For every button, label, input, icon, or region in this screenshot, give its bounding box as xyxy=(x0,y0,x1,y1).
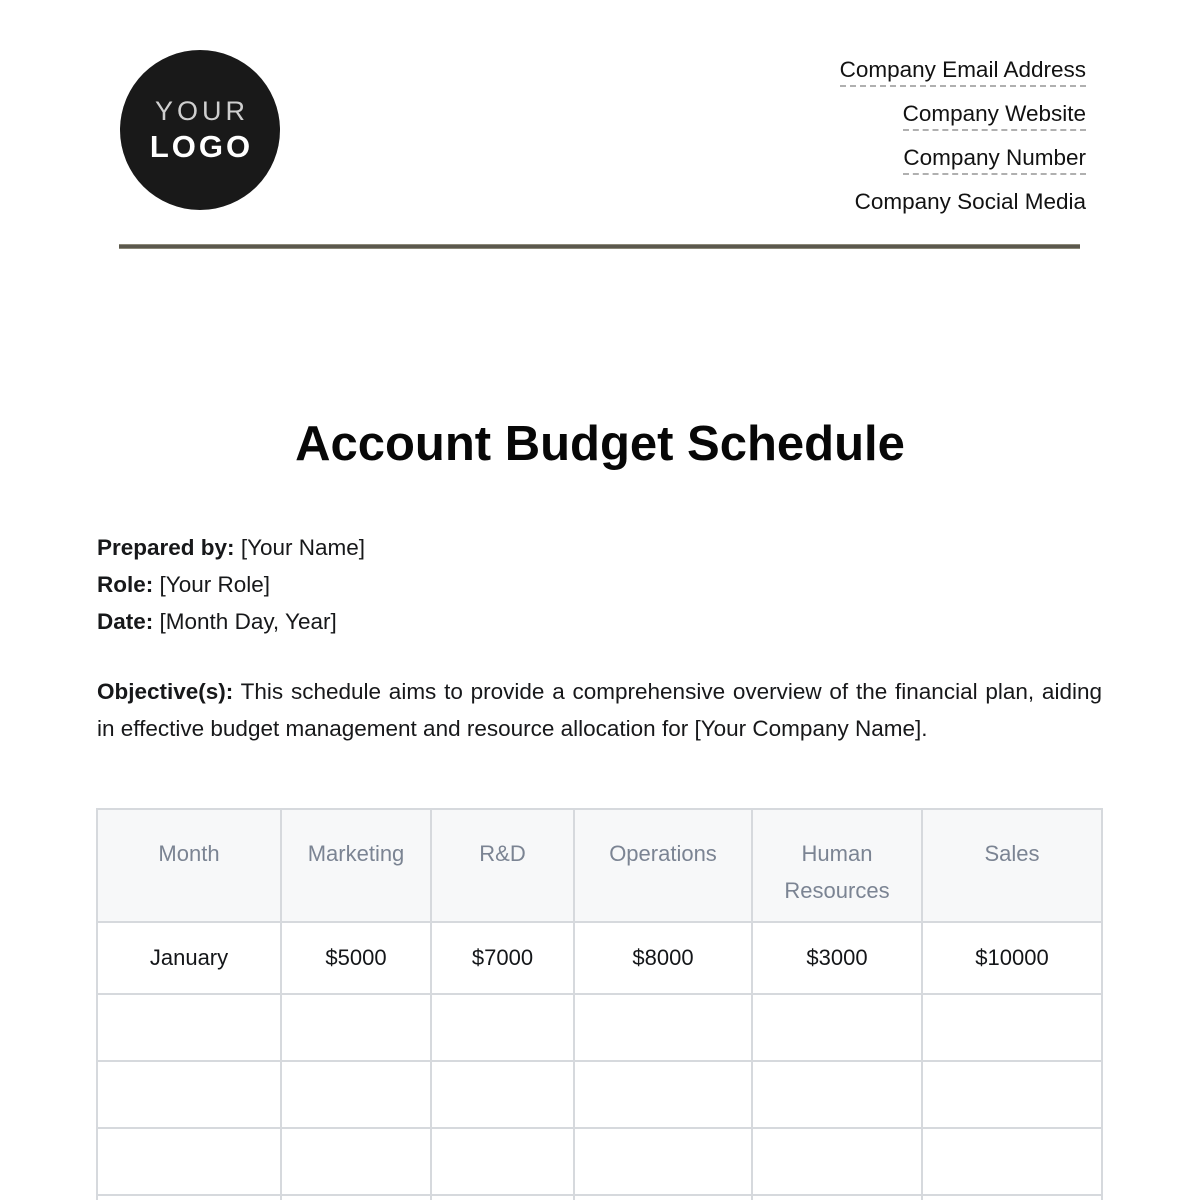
empty-cell[interactable] xyxy=(431,1128,574,1195)
cell-rd[interactable]: $7000 xyxy=(431,922,574,994)
role-line xyxy=(97,566,365,603)
contact-item-email[interactable] xyxy=(840,57,1086,87)
empty-cell[interactable] xyxy=(574,994,752,1061)
contact-block xyxy=(840,57,1086,231)
objective-label: Objective(s): xyxy=(97,679,234,704)
cell-marketing[interactable]: $5000 xyxy=(281,922,431,994)
company-logo xyxy=(120,50,280,210)
table-header-row xyxy=(97,809,1102,922)
contact-item-label: Company Social Media xyxy=(854,189,1086,214)
cell-sales[interactable]: $10000 xyxy=(922,922,1102,994)
header-cell-sales: Sales xyxy=(922,809,1102,922)
contact-item-label: Company Website xyxy=(903,101,1086,131)
empty-cell[interactable] xyxy=(97,1061,281,1128)
empty-row xyxy=(97,994,1102,1061)
empty-cell[interactable] xyxy=(97,994,281,1061)
date-label: Date: xyxy=(97,609,154,634)
empty-cell[interactable] xyxy=(922,1195,1102,1200)
page-title: Account Budget Schedule xyxy=(295,417,905,471)
logo-text-your: YOUR xyxy=(154,95,249,126)
empty-row xyxy=(97,1061,1102,1128)
objective-paragraph xyxy=(97,673,1102,747)
objective-text: This schedule aims to provide a comprehensive overview of the financial plan, aiding in effective budget management and resource allocation for [Your Company Name]. xyxy=(97,679,1102,741)
empty-cell[interactable] xyxy=(922,1128,1102,1195)
empty-cell[interactable] xyxy=(574,1128,752,1195)
date-value: [Month Day, Year] xyxy=(159,609,337,634)
empty-cell[interactable] xyxy=(574,1061,752,1128)
empty-cell[interactable] xyxy=(752,994,922,1061)
empty-cell[interactable] xyxy=(752,1195,922,1200)
contact-item-label: Company Number xyxy=(903,145,1086,175)
prepared-by-label: Prepared by: xyxy=(97,535,235,560)
prepared-by-line xyxy=(97,529,365,566)
cell-human-resources[interactable]: $3000 xyxy=(752,922,922,994)
empty-cell[interactable] xyxy=(281,1061,431,1128)
role-label: Role: xyxy=(97,572,154,597)
header-cell-month: Month xyxy=(97,809,281,922)
meta-block xyxy=(97,529,365,640)
empty-cell[interactable] xyxy=(281,994,431,1061)
logo-text-logo: LOGO xyxy=(149,128,254,164)
empty-cell[interactable] xyxy=(752,1128,922,1195)
empty-cell[interactable] xyxy=(281,1195,431,1200)
header-cell-rd: R&D xyxy=(431,809,574,922)
contact-item-website[interactable] xyxy=(840,101,1086,131)
header-divider xyxy=(119,244,1080,249)
table-row-january xyxy=(97,922,1102,994)
empty-row xyxy=(97,1128,1102,1195)
empty-cell[interactable] xyxy=(97,1195,281,1200)
empty-row xyxy=(97,1195,1102,1200)
contact-item-number[interactable] xyxy=(840,145,1086,175)
role-value: [Your Role] xyxy=(159,572,271,597)
cell-operations[interactable]: $8000 xyxy=(574,922,752,994)
empty-cell[interactable] xyxy=(431,994,574,1061)
empty-cell[interactable] xyxy=(431,1061,574,1128)
empty-cell[interactable] xyxy=(97,1128,281,1195)
empty-cell[interactable] xyxy=(431,1195,574,1200)
empty-cell[interactable] xyxy=(574,1195,752,1200)
prepared-by-value: [Your Name] xyxy=(240,535,366,560)
empty-cell[interactable] xyxy=(922,1061,1102,1128)
date-line xyxy=(97,603,365,640)
header-cell-human-resources: Human Resources xyxy=(752,809,922,922)
empty-cell[interactable] xyxy=(281,1128,431,1195)
budget-table xyxy=(96,808,1103,1200)
cell-month[interactable]: January xyxy=(97,922,281,994)
empty-cell[interactable] xyxy=(752,1061,922,1128)
header-cell-marketing: Marketing xyxy=(281,809,431,922)
empty-cell[interactable] xyxy=(922,994,1102,1061)
header-cell-operations: Operations xyxy=(574,809,752,922)
contact-item-label: Company Email Address xyxy=(840,57,1086,87)
contact-item-social-media[interactable] xyxy=(840,189,1086,217)
